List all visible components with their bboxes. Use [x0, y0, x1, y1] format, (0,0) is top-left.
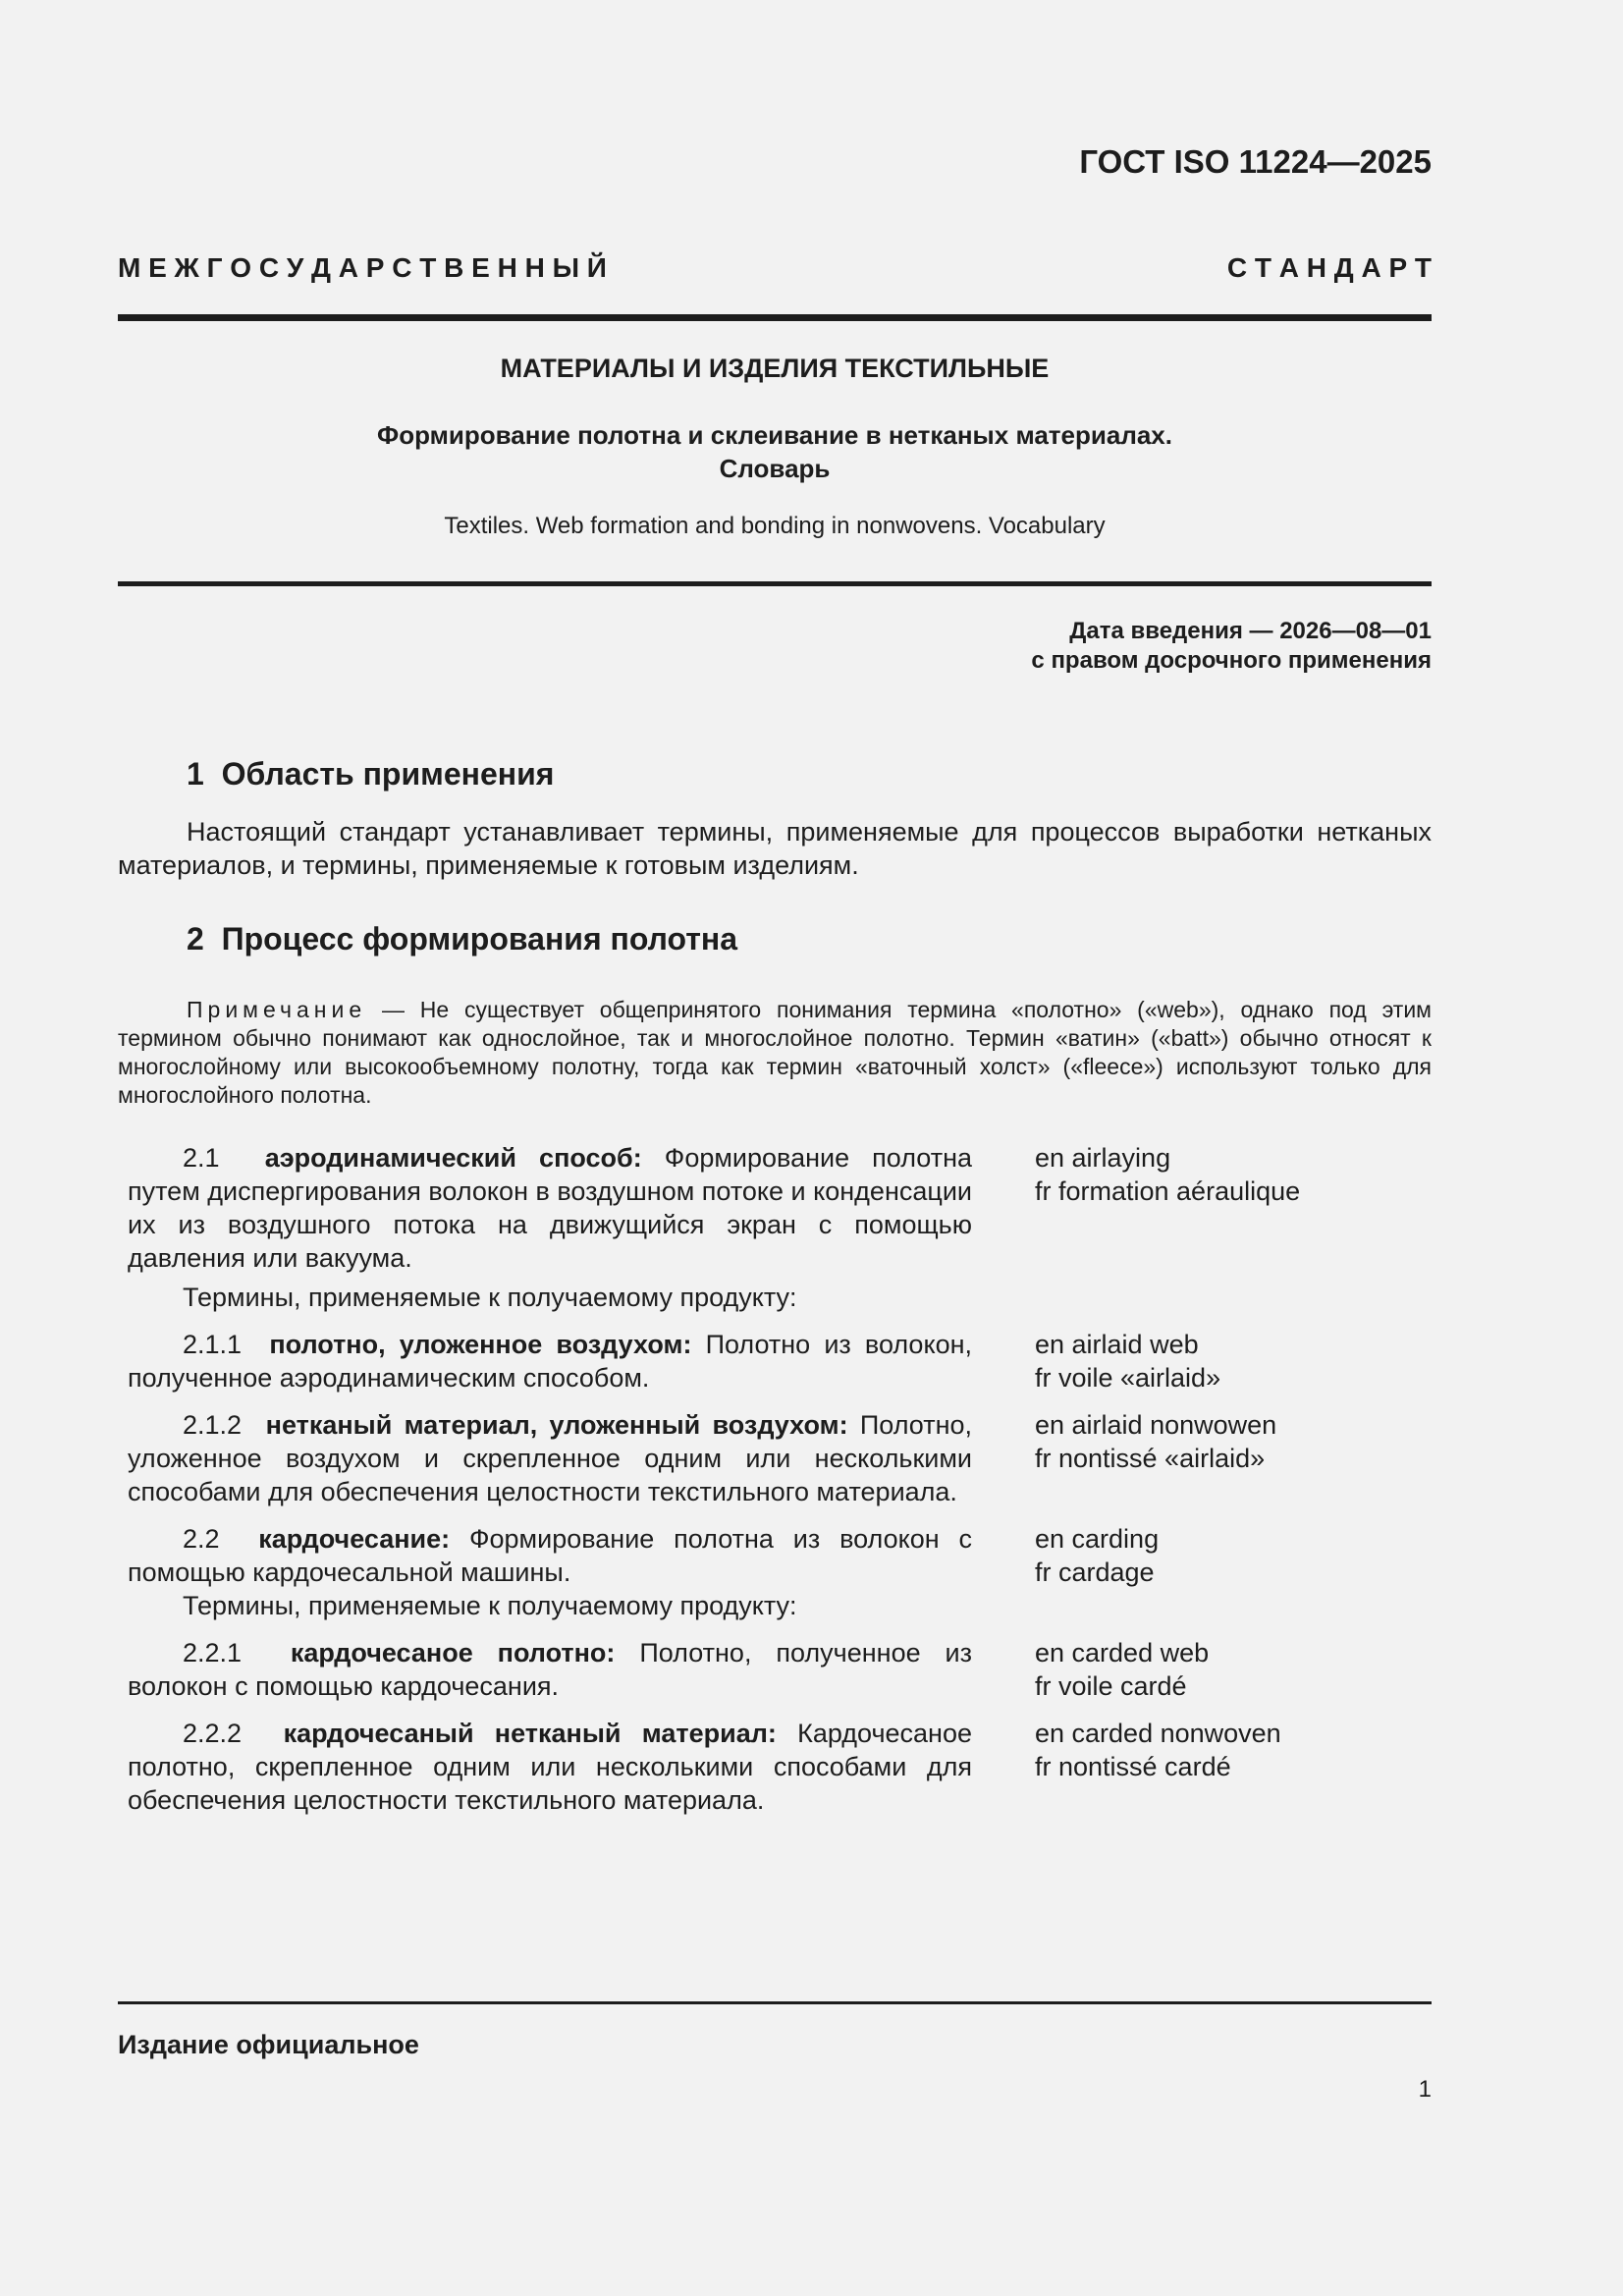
- term-fr: fr voile «airlaid»: [1035, 1363, 1221, 1393]
- term-text: Формирование полотна из волокон с помощью кардочесальной машины.: [128, 1524, 972, 1587]
- note-label: Примечание: [187, 997, 367, 1022]
- term-fr: fr nontissé «airlaid»: [1035, 1444, 1266, 1473]
- term-fr: fr formation aéraulique: [1035, 1176, 1301, 1206]
- term-definition: [128, 1717, 972, 1817]
- term-number: 2.1.1: [183, 1330, 243, 1359]
- term-definition: [128, 1328, 972, 1394]
- footer-rule: [118, 2001, 1432, 2004]
- term-equivalents: [1035, 1408, 1432, 1508]
- term-en: en carded web: [1035, 1638, 1210, 1667]
- term-entry: [128, 1589, 1432, 1622]
- section-2-heading: 2 Процесс формирования полотна: [187, 921, 738, 957]
- term-name: полотно, уложенное воздухом:: [269, 1330, 692, 1359]
- term-number: 2.2: [183, 1524, 220, 1554]
- term-name: кардочесаное полотно:: [290, 1638, 616, 1667]
- note-text: — Не существует общепринятого понимания термина «полотно» («web»), однако под этим термином обычно понимают как однослойное, так и многослойное полотно. Термин «ватин» («batt») обычно относят к многослойному или высокообъемному полотну, тогда как термин «ваточный холст» («fleece») используют только для многослойного полотна.: [118, 997, 1432, 1108]
- term-equivalents: [1035, 1522, 1432, 1589]
- intro-date-line: Дата введения — 2026—08—01: [1069, 618, 1432, 644]
- document-title: МАТЕРИАЛЫ И ИЗДЕЛИЯ ТЕКСТИЛЬНЫЕ: [500, 354, 1050, 383]
- note-paragraph: [118, 996, 1432, 1110]
- term-number: 2.1: [183, 1143, 220, 1173]
- subtitle-line-2: Словарь: [719, 454, 831, 483]
- introduction-date: [1031, 617, 1432, 676]
- terms-list: [128, 1141, 1432, 1817]
- term-entry: [128, 1281, 1432, 1314]
- term-en: en carded nonwoven: [1035, 1719, 1281, 1748]
- term-number: 2.1.2: [183, 1410, 243, 1440]
- header-rule: [118, 314, 1432, 321]
- term-equivalents: [1035, 1141, 1432, 1275]
- term-definition: [128, 1281, 972, 1314]
- standard-type-heading: [118, 248, 1432, 288]
- document-designation: ГОСТ ISO 11224—2025: [1079, 143, 1432, 180]
- document-subtitle: [118, 418, 1432, 485]
- term-text: Кардочесаное полотно, скрепленное одним или несколькими способами для обеспечения целостности текстильного материала.: [128, 1719, 972, 1815]
- standard-type-word-2: С Т А Н Д А Р Т: [1226, 252, 1432, 283]
- section-1-text: Настоящий стандарт устанавливает термины, применяемые для процессов выработки нетканых материалов, и термины, применяемые к готовым изделиям.: [118, 817, 1432, 880]
- term-en: en airlaid nonwowen: [1035, 1410, 1277, 1440]
- term-equivalents: [1035, 1328, 1432, 1394]
- official-edition-label: Издание официальное: [118, 2030, 419, 2059]
- term-fr: fr voile cardé: [1035, 1671, 1187, 1701]
- term-entry: [128, 1522, 1432, 1589]
- term-name: аэродинамический способ:: [264, 1143, 642, 1173]
- term-fr: fr nontissé cardé: [1035, 1752, 1231, 1781]
- term-entry: [128, 1328, 1432, 1394]
- early-application-line: с правом досрочного применения: [1031, 647, 1432, 674]
- term-definition: [128, 1522, 972, 1589]
- term-text: Полотно из волокон, полученное аэродинамическим способом.: [128, 1330, 972, 1393]
- term-fr: fr cardage: [1035, 1558, 1155, 1587]
- term-text: Полотно, уложенное воздухом и скрепленное одним или несколькими способами для обеспечения целостности текстильного материала.: [128, 1410, 972, 1506]
- subtitle-line-1: Формирование полотна и склеивание в нетканых материалах.: [377, 420, 1172, 450]
- page-number: 1: [1418, 2076, 1432, 2103]
- term-entry: [128, 1408, 1432, 1508]
- term-text: Полотно, полученное из волокон с помощью кардочесания.: [128, 1638, 972, 1701]
- term-number: 2.2.1: [183, 1638, 243, 1667]
- term-definition: [128, 1408, 972, 1508]
- term-entry: [128, 1636, 1432, 1703]
- term-en: en airlaying: [1035, 1143, 1171, 1173]
- term-definition: [128, 1589, 972, 1622]
- standard-type-word-1: М Е Ж Г О С У Д А Р С Т В Е Н Н Ы Й: [118, 252, 607, 283]
- english-title: Textiles. Web formation and bonding in nonwovens. Vocabulary: [444, 513, 1106, 539]
- term-en: en airlaid web: [1035, 1330, 1199, 1359]
- term-name: кардочесание:: [258, 1524, 451, 1554]
- term-en: en carding: [1035, 1524, 1160, 1554]
- term-equivalents: [1035, 1717, 1432, 1817]
- term-name: нетканый материал, уложенный воздухом:: [265, 1410, 848, 1440]
- title-rule: [118, 581, 1432, 586]
- term-text: Термины, применяемые к получаемому продукту:: [183, 1591, 797, 1620]
- term-definition: [128, 1636, 972, 1703]
- term-entry: [128, 1141, 1432, 1275]
- term-name: кардочесаный нетканый материал:: [283, 1719, 777, 1748]
- term-definition: [128, 1141, 972, 1275]
- term-number: 2.2.2: [183, 1719, 243, 1748]
- term-text: Формирование полотна путем диспергирования волокон в воздушном потоке и конденсации их из воздушного потока на движущийся экран с помощью давления или вакуума.: [128, 1143, 972, 1273]
- section-1-heading: 1 Область применения: [187, 756, 555, 792]
- term-text: Термины, применяемые к получаемому продукту:: [183, 1283, 797, 1312]
- term-equivalents: [1035, 1636, 1432, 1703]
- term-entry: [128, 1717, 1432, 1817]
